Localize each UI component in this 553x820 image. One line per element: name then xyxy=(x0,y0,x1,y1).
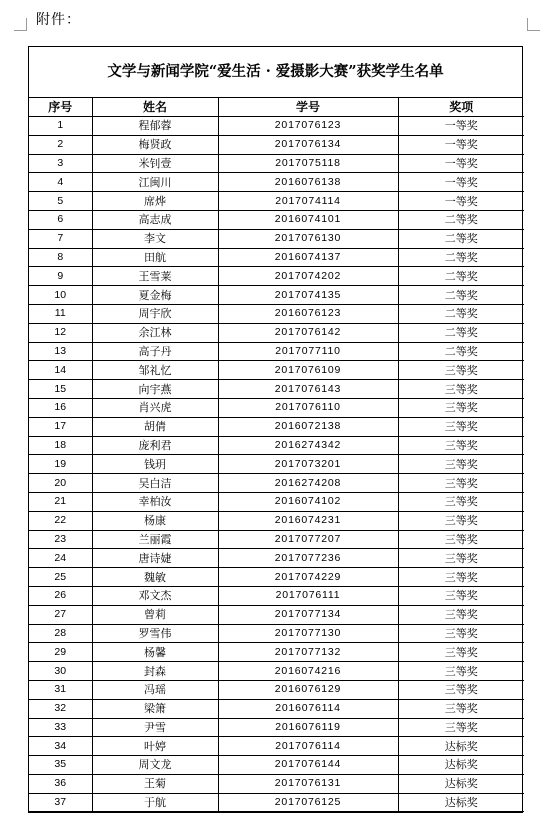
table-row xyxy=(29,304,524,323)
table-row xyxy=(29,210,524,229)
table-row xyxy=(29,718,524,737)
cell-student-id: 2017076123 xyxy=(218,117,398,136)
cell-award: 二等奖 xyxy=(398,267,524,286)
cell-student-id: 2017076109 xyxy=(218,361,398,380)
cell-student-id: 2017077134 xyxy=(218,605,398,624)
cell-award: 三等奖 xyxy=(398,680,524,699)
cell-index: 15 xyxy=(29,380,92,399)
cell-name: 冯瑶 xyxy=(92,680,218,699)
cell-index: 35 xyxy=(29,756,92,775)
cell-index: 31 xyxy=(29,680,92,699)
cell-index: 30 xyxy=(29,662,92,681)
cell-student-id: 2016074231 xyxy=(218,511,398,530)
header-award: 奖项 xyxy=(398,98,524,117)
cell-name: 尹雪 xyxy=(92,718,218,737)
table-row xyxy=(29,267,524,286)
cell-name: 胡倩 xyxy=(92,417,218,436)
cell-name: 幸柏汝 xyxy=(92,492,218,511)
cell-index: 33 xyxy=(29,718,92,737)
table-row xyxy=(29,605,524,624)
cell-award: 三等奖 xyxy=(398,398,524,417)
cell-name: 李文 xyxy=(92,229,218,248)
cell-name: 钱玥 xyxy=(92,455,218,474)
cell-student-id: 2016072138 xyxy=(218,417,398,436)
cell-award: 三等奖 xyxy=(398,718,524,737)
cell-student-id: 2017074202 xyxy=(218,267,398,286)
document-title: 文学与新闻学院“爱生活 · 爱摄影大赛”获奖学生名单 xyxy=(29,47,522,98)
cell-name: 魏敏 xyxy=(92,568,218,587)
cell-name: 梅贤政 xyxy=(92,135,218,154)
cell-index: 20 xyxy=(29,474,92,493)
cell-index: 16 xyxy=(29,398,92,417)
cell-index: 9 xyxy=(29,267,92,286)
header-name: 姓名 xyxy=(92,98,218,117)
cell-name: 邓文杰 xyxy=(92,586,218,605)
cell-student-id: 2017074135 xyxy=(218,286,398,305)
table-row xyxy=(29,662,524,681)
cell-name: 庞利君 xyxy=(92,436,218,455)
cell-index: 13 xyxy=(29,342,92,361)
cell-index: 23 xyxy=(29,530,92,549)
cell-award: 三等奖 xyxy=(398,549,524,568)
cell-award: 三等奖 xyxy=(398,530,524,549)
table-header-row xyxy=(29,98,524,117)
table-row xyxy=(29,248,524,267)
cell-index: 5 xyxy=(29,192,92,211)
cell-award: 二等奖 xyxy=(398,210,524,229)
cell-student-id: 2017076143 xyxy=(218,380,398,399)
table-row xyxy=(29,624,524,643)
cell-name: 夏金梅 xyxy=(92,286,218,305)
cell-index: 32 xyxy=(29,699,92,718)
cell-student-id: 2016074101 xyxy=(218,210,398,229)
cell-index: 19 xyxy=(29,455,92,474)
cell-student-id: 2016076114 xyxy=(218,699,398,718)
table-row xyxy=(29,474,524,493)
cell-award: 一等奖 xyxy=(398,154,524,173)
table-row xyxy=(29,492,524,511)
cell-index: 28 xyxy=(29,624,92,643)
cell-index: 24 xyxy=(29,549,92,568)
table-row xyxy=(29,455,524,474)
cell-index: 21 xyxy=(29,492,92,511)
cell-award: 二等奖 xyxy=(398,342,524,361)
cell-student-id: 2017074229 xyxy=(218,568,398,587)
cell-student-id: 2017077236 xyxy=(218,549,398,568)
cell-award: 三等奖 xyxy=(398,586,524,605)
cell-index: 12 xyxy=(29,323,92,342)
table-row xyxy=(29,511,524,530)
table-row xyxy=(29,398,524,417)
cell-index: 3 xyxy=(29,154,92,173)
cell-index: 36 xyxy=(29,774,92,793)
cell-award: 三等奖 xyxy=(398,492,524,511)
cell-student-id: 2017077130 xyxy=(218,624,398,643)
table-row xyxy=(29,135,524,154)
cell-index: 11 xyxy=(29,304,92,323)
cell-award: 三等奖 xyxy=(398,699,524,718)
table-row xyxy=(29,154,524,173)
cell-student-id: 2017076114 xyxy=(218,737,398,756)
table-row xyxy=(29,774,524,793)
table-row xyxy=(29,117,524,136)
table-row xyxy=(29,342,524,361)
table-row xyxy=(29,756,524,775)
table-row xyxy=(29,699,524,718)
cell-name: 王菊 xyxy=(92,774,218,793)
header-index: 序号 xyxy=(29,98,92,117)
award-table xyxy=(29,98,524,812)
cell-student-id: 2017076144 xyxy=(218,756,398,775)
cell-award: 二等奖 xyxy=(398,323,524,342)
cell-student-id: 2017076130 xyxy=(218,229,398,248)
cell-index: 26 xyxy=(29,586,92,605)
page-corner-mark-left xyxy=(14,18,27,31)
table-row xyxy=(29,737,524,756)
cell-name: 叶婷 xyxy=(92,737,218,756)
cell-index: 17 xyxy=(29,417,92,436)
cell-name: 于航 xyxy=(92,793,218,812)
cell-student-id: 2017075118 xyxy=(218,154,398,173)
cell-name: 高志成 xyxy=(92,210,218,229)
cell-award: 三等奖 xyxy=(398,624,524,643)
cell-award: 三等奖 xyxy=(398,474,524,493)
cell-name: 梁箫 xyxy=(92,699,218,718)
cell-student-id: 2016076129 xyxy=(218,680,398,699)
cell-index: 7 xyxy=(29,229,92,248)
cell-student-id: 2016076123 xyxy=(218,304,398,323)
cell-index: 14 xyxy=(29,361,92,380)
cell-name: 兰丽霞 xyxy=(92,530,218,549)
cell-name: 杨康 xyxy=(92,511,218,530)
cell-award: 三等奖 xyxy=(398,417,524,436)
cell-name: 高子丹 xyxy=(92,342,218,361)
cell-award: 达标奖 xyxy=(398,756,524,775)
table-row xyxy=(29,680,524,699)
cell-name: 周宇欣 xyxy=(92,304,218,323)
table-row xyxy=(29,323,524,342)
page-corner-mark-right xyxy=(527,18,540,31)
cell-name: 封森 xyxy=(92,662,218,681)
cell-index: 34 xyxy=(29,737,92,756)
cell-name: 米钊壹 xyxy=(92,154,218,173)
cell-name: 邹礼忆 xyxy=(92,361,218,380)
cell-index: 22 xyxy=(29,511,92,530)
attachment-label: 附件： xyxy=(36,12,81,28)
cell-index: 1 xyxy=(29,117,92,136)
cell-index: 25 xyxy=(29,568,92,587)
cell-student-id: 2017073201 xyxy=(218,455,398,474)
table-row xyxy=(29,380,524,399)
header-student-id: 学号 xyxy=(218,98,398,117)
table-row xyxy=(29,568,524,587)
cell-index: 6 xyxy=(29,210,92,229)
cell-name: 杨馨 xyxy=(92,643,218,662)
cell-student-id: 2016074216 xyxy=(218,662,398,681)
table-row xyxy=(29,417,524,436)
cell-index: 18 xyxy=(29,436,92,455)
table-row xyxy=(29,173,524,192)
cell-index: 2 xyxy=(29,135,92,154)
cell-name: 肖兴虎 xyxy=(92,398,218,417)
cell-student-id: 2016074102 xyxy=(218,492,398,511)
table-row xyxy=(29,229,524,248)
cell-student-id: 2017076142 xyxy=(218,323,398,342)
cell-student-id: 2016274342 xyxy=(218,436,398,455)
cell-student-id: 2016076138 xyxy=(218,173,398,192)
table-row xyxy=(29,643,524,662)
cell-award: 三等奖 xyxy=(398,605,524,624)
cell-name: 唐诗婕 xyxy=(92,549,218,568)
cell-award: 三等奖 xyxy=(398,568,524,587)
cell-student-id: 2017076111 xyxy=(218,586,398,605)
table-row xyxy=(29,192,524,211)
cell-name: 江闽川 xyxy=(92,173,218,192)
cell-index: 8 xyxy=(29,248,92,267)
cell-student-id: 2017074114 xyxy=(218,192,398,211)
cell-index: 27 xyxy=(29,605,92,624)
cell-award: 三等奖 xyxy=(398,511,524,530)
cell-index: 29 xyxy=(29,643,92,662)
cell-award: 达标奖 xyxy=(398,737,524,756)
cell-name: 吴白洁 xyxy=(92,474,218,493)
cell-award: 一等奖 xyxy=(398,135,524,154)
cell-name: 田航 xyxy=(92,248,218,267)
cell-student-id: 2017076125 xyxy=(218,793,398,812)
cell-student-id: 2017077207 xyxy=(218,530,398,549)
table-body xyxy=(29,117,524,812)
award-list-sheet xyxy=(28,46,523,813)
cell-name: 向宇燕 xyxy=(92,380,218,399)
cell-name: 余江林 xyxy=(92,323,218,342)
cell-name: 周文龙 xyxy=(92,756,218,775)
table-row xyxy=(29,586,524,605)
cell-name: 曾莉 xyxy=(92,605,218,624)
cell-student-id: 2017076134 xyxy=(218,135,398,154)
table-row xyxy=(29,530,524,549)
table-row xyxy=(29,549,524,568)
cell-index: 37 xyxy=(29,793,92,812)
cell-name: 席烨 xyxy=(92,192,218,211)
cell-award: 三等奖 xyxy=(398,455,524,474)
cell-name: 王雪莱 xyxy=(92,267,218,286)
cell-award: 三等奖 xyxy=(398,380,524,399)
cell-award: 二等奖 xyxy=(398,286,524,305)
cell-student-id: 2017077110 xyxy=(218,342,398,361)
cell-student-id: 2016274208 xyxy=(218,474,398,493)
cell-student-id: 2016074137 xyxy=(218,248,398,267)
cell-award: 二等奖 xyxy=(398,304,524,323)
cell-index: 4 xyxy=(29,173,92,192)
cell-award: 二等奖 xyxy=(398,248,524,267)
cell-name: 程郁蓉 xyxy=(92,117,218,136)
cell-award: 达标奖 xyxy=(398,774,524,793)
cell-award: 一等奖 xyxy=(398,117,524,136)
cell-student-id: 2017076110 xyxy=(218,398,398,417)
table-row xyxy=(29,793,524,812)
cell-award: 三等奖 xyxy=(398,436,524,455)
cell-award: 三等奖 xyxy=(398,361,524,380)
cell-award: 一等奖 xyxy=(398,192,524,211)
cell-student-id: 2016076119 xyxy=(218,718,398,737)
cell-award: 一等奖 xyxy=(398,173,524,192)
cell-index: 10 xyxy=(29,286,92,305)
cell-name: 罗雪伟 xyxy=(92,624,218,643)
table-row xyxy=(29,436,524,455)
cell-award: 二等奖 xyxy=(398,229,524,248)
cell-student-id: 2017076131 xyxy=(218,774,398,793)
table-row xyxy=(29,286,524,305)
table-row xyxy=(29,361,524,380)
cell-award: 三等奖 xyxy=(398,643,524,662)
cell-award: 三等奖 xyxy=(398,662,524,681)
cell-student-id: 2017077132 xyxy=(218,643,398,662)
cell-award: 达标奖 xyxy=(398,793,524,812)
